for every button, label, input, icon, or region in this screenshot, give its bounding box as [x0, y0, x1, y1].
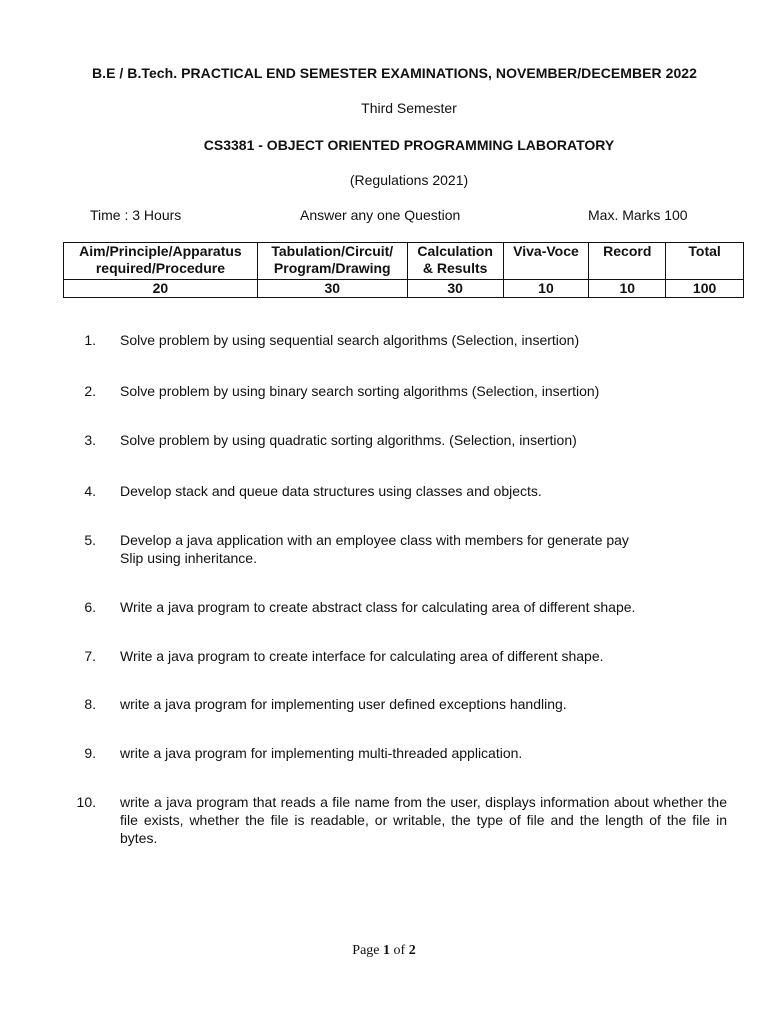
table-cell: 30	[407, 280, 503, 298]
page-current: 1	[383, 943, 391, 958]
table-cell: 10	[589, 280, 666, 298]
question-number: 9.	[84, 745, 96, 761]
question-number: 4.	[84, 483, 96, 499]
page-footer	[0, 943, 768, 959]
marks-distribution-table	[63, 242, 744, 298]
table-header-cell: Viva-Voce	[503, 243, 589, 280]
page-total: 2	[408, 943, 416, 958]
question-text: Write a java program to create interface for calculating area of different shape.	[120, 648, 604, 664]
question-number: 10.	[76, 794, 96, 810]
course-title: CS3381 - OBJECT ORIENTED PROGRAMMING LABORATORY	[203, 137, 615, 153]
table-row	[64, 280, 744, 298]
question-number: 1.	[84, 332, 96, 348]
table-header-cell: Aim/Principle/Apparatus required/Procedure	[64, 243, 258, 280]
question-number: 2.	[84, 383, 96, 399]
question-text: Write a java program to create abstract class for calculating area of different shape.	[120, 599, 636, 615]
question-number: 6.	[84, 599, 96, 615]
question-number: 3.	[84, 432, 96, 448]
table-header-cell: Calculation & Results	[407, 243, 503, 280]
question-number: 8.	[84, 696, 96, 712]
instruction-label: Answer any one Question	[300, 207, 461, 223]
question-number: 7.	[84, 648, 96, 664]
question-text: Solve problem by using sequential search algorithms (Selection, insertion)	[120, 332, 580, 348]
table-cell: 100	[666, 280, 744, 298]
time-label: Time : 3 Hours	[90, 207, 182, 223]
question-text: Solve problem by using binary search sorting algorithms (Selection, insertion)	[120, 383, 600, 399]
table-cell: 30	[257, 280, 407, 298]
exam-title: B.E / B.Tech. PRACTICAL END SEMESTER EXAMINATIONS, NOVEMBER/DECEMBER 2022	[92, 65, 697, 81]
question-text: write a java program for implementing multi-threaded application.	[120, 745, 523, 761]
semester-label: Third Semester	[361, 100, 457, 116]
table-header-cell: Record	[589, 243, 666, 280]
regulations-label: (Regulations 2021)	[349, 172, 469, 188]
question-text: Develop a java application with an employee class with members for generate pay Slip using inheritance.	[120, 532, 629, 566]
question-text: Develop stack and queue data structures using classes and objects.	[120, 483, 542, 499]
question-text: write a java program for implementing user defined exceptions handling.	[120, 696, 567, 712]
question-text: write a java program that reads a file name from the user, displays information about whether the file exists, whether the file is readable, or writable, the type of file and the length of the file in bytes.	[120, 794, 727, 846]
page-word: Page	[352, 943, 380, 958]
table-cell: 10	[503, 280, 589, 298]
max-marks-label: Max. Marks 100	[588, 207, 688, 223]
question-number: 5.	[84, 532, 96, 548]
question-text: Solve problem by using quadratic sorting algorithms. (Selection, insertion)	[120, 432, 577, 448]
table-header-cell: Tabulation/Circuit/ Program/Drawing	[257, 243, 407, 280]
exam-meta-row	[90, 207, 710, 227]
table-cell: 20	[64, 280, 258, 298]
of-word: of	[393, 943, 406, 958]
table-header-row	[64, 243, 744, 280]
table-header-cell: Total	[666, 243, 744, 280]
